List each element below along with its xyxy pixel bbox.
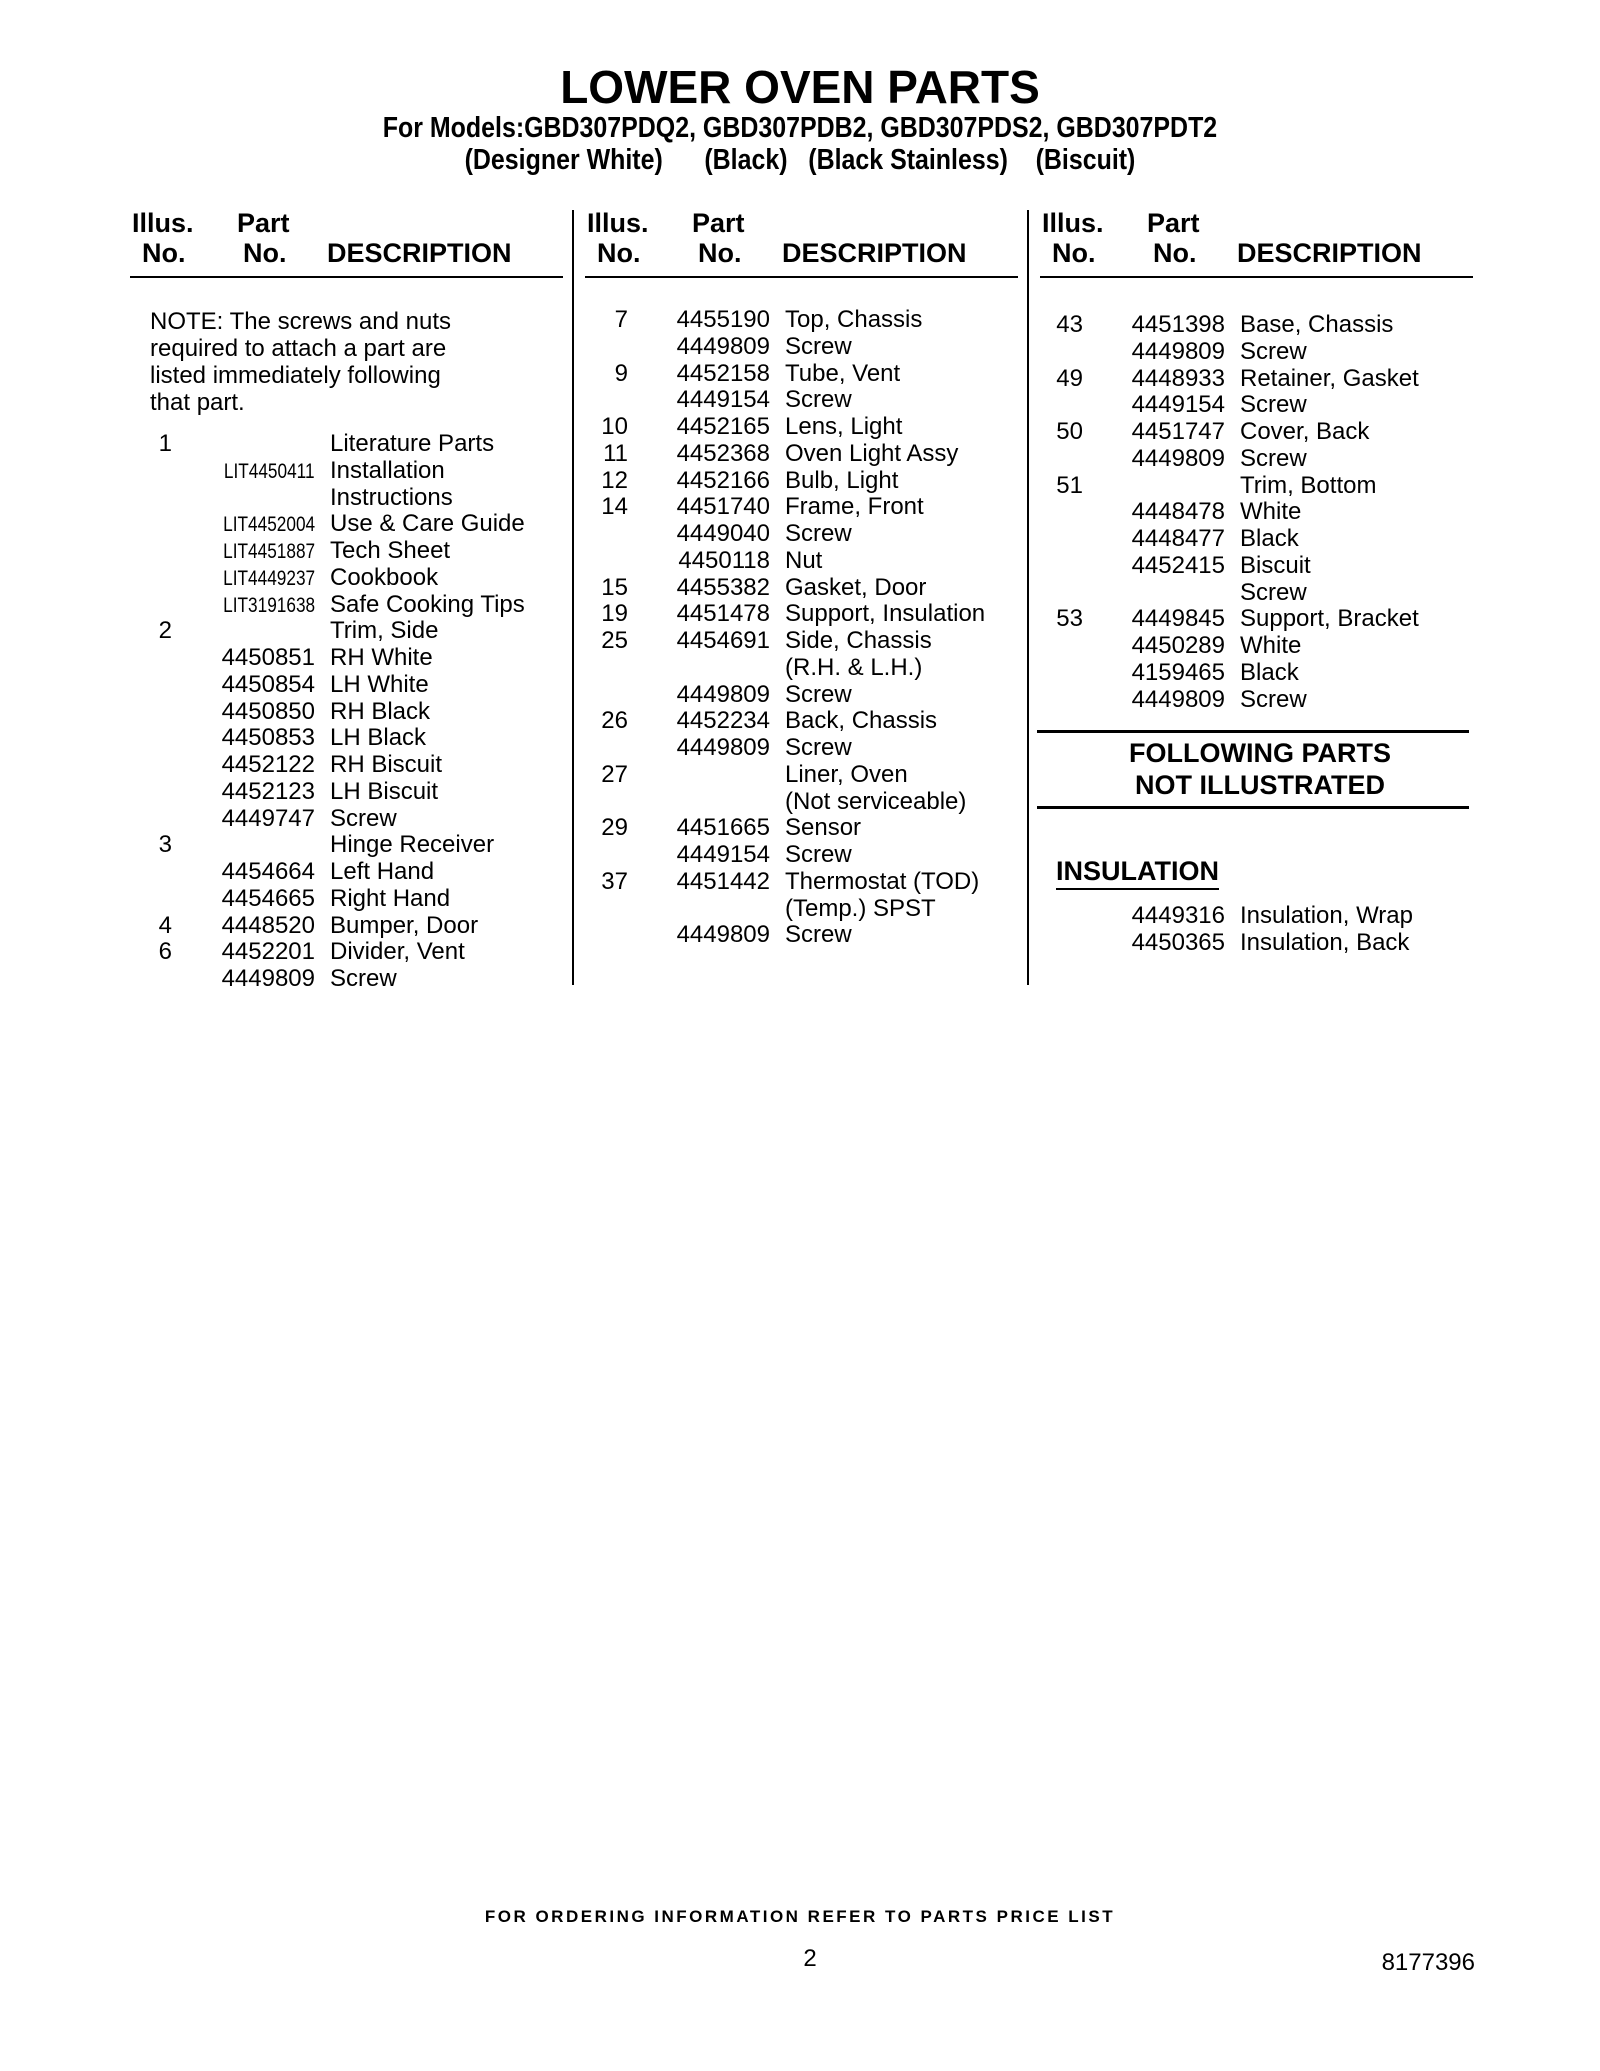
models-line: For Models:GBD307PDQ2, GBD307PDB2, GBD307PDS2, GBD307PDT2 bbox=[382, 112, 1218, 144]
part-description: Screw bbox=[1240, 578, 1307, 606]
part-number: 4452166 bbox=[676, 466, 770, 494]
part-description: Trim, Side bbox=[330, 617, 439, 645]
part-description: Nut bbox=[785, 546, 823, 574]
part-description: Insulation, Back bbox=[1240, 928, 1410, 956]
part-description: Right Hand bbox=[330, 884, 451, 912]
part-number: LIT4449237 bbox=[223, 566, 315, 590]
not-illustrated-heading: NOT ILLUSTRATED bbox=[1135, 770, 1385, 800]
illus-number: 6 bbox=[158, 938, 172, 966]
part-description: Gasket, Door bbox=[785, 573, 927, 601]
part-number: 4449845 bbox=[1131, 605, 1225, 633]
part-description: Black bbox=[1240, 525, 1299, 552]
part-number: 4448477 bbox=[1131, 525, 1225, 552]
part-description: Screw bbox=[1240, 391, 1307, 419]
part-number: 4449809 bbox=[221, 965, 315, 992]
illus-no-header: No. bbox=[597, 238, 641, 268]
part-number: 4448478 bbox=[1131, 498, 1225, 526]
part-number: 4452158 bbox=[676, 359, 770, 387]
description-header: DESCRIPTION bbox=[327, 238, 512, 268]
column-header-2 bbox=[585, 206, 1018, 278]
finishes-line: (Designer White) (Black) (Black Stainless) (Biscuit) bbox=[464, 144, 1136, 176]
part-number: 4450118 bbox=[678, 546, 770, 574]
part-no-header: No. bbox=[243, 238, 287, 268]
part-description: Top, Chassis bbox=[785, 306, 923, 333]
part-description: LH White bbox=[330, 670, 429, 698]
illus-number: 51 bbox=[1056, 471, 1083, 499]
illus-number: 29 bbox=[601, 814, 628, 842]
part-description: Base, Chassis bbox=[1240, 311, 1394, 338]
illus-number: 12 bbox=[601, 466, 628, 494]
illus-number: 3 bbox=[158, 831, 172, 859]
part-description: Trim, Bottom bbox=[1240, 471, 1377, 499]
part-description: Hinge Receiver bbox=[330, 831, 495, 859]
part-number: 4450854 bbox=[221, 670, 315, 698]
column-header-1 bbox=[130, 206, 563, 278]
illus-number: 43 bbox=[1056, 311, 1083, 338]
part-number: 4454665 bbox=[221, 884, 315, 912]
illus-number: 19 bbox=[601, 600, 628, 628]
part-header: Part bbox=[237, 208, 290, 238]
part-number: 4450365 bbox=[1131, 928, 1225, 956]
part-no-header: No. bbox=[698, 238, 742, 268]
part-number: 4455190 bbox=[676, 306, 770, 333]
part-description: (Temp.) SPST bbox=[785, 894, 936, 922]
divider-line bbox=[1037, 806, 1469, 809]
part-number: 4448933 bbox=[1131, 364, 1225, 392]
part-description: (R.H. & L.H.) bbox=[785, 653, 923, 681]
part-number: 4448520 bbox=[221, 911, 315, 939]
column-header-3 bbox=[1040, 206, 1473, 278]
part-number: 4452123 bbox=[221, 777, 315, 805]
part-number: 4449154 bbox=[676, 386, 770, 414]
illus-number: 50 bbox=[1056, 418, 1083, 445]
illus-number: 53 bbox=[1056, 605, 1083, 633]
note-text bbox=[150, 308, 490, 416]
illus-number: 25 bbox=[601, 627, 628, 654]
part-number: 4451398 bbox=[1131, 311, 1225, 338]
note-line: listed immediately following bbox=[150, 362, 441, 389]
part-number: 4449809 bbox=[676, 921, 770, 949]
part-description: (Not serviceable) bbox=[785, 787, 967, 815]
column-divider bbox=[1027, 210, 1029, 985]
part-number: 4159465 bbox=[1131, 658, 1225, 686]
part-number: 4454691 bbox=[676, 627, 770, 654]
illus-no-header: No. bbox=[1052, 238, 1096, 268]
illus-number: 49 bbox=[1056, 364, 1083, 392]
part-number: LIT3191638 bbox=[223, 593, 315, 617]
illus-number: 1 bbox=[158, 430, 172, 457]
part-number: 4452122 bbox=[221, 751, 315, 778]
page-number: 2 bbox=[803, 1945, 817, 1972]
part-description: Frame, Front bbox=[785, 493, 924, 521]
part-number: 4449747 bbox=[221, 804, 315, 832]
part-description: Use & Care Guide bbox=[330, 510, 525, 538]
part-description: Screw bbox=[785, 921, 852, 949]
part-description: Installation bbox=[330, 456, 445, 484]
part-description: Screw bbox=[1240, 444, 1307, 472]
part-description: Oven Light Assy bbox=[785, 439, 959, 467]
illus-number: 10 bbox=[601, 413, 628, 440]
illus-number: 27 bbox=[601, 760, 628, 788]
part-number: 4450853 bbox=[221, 724, 315, 752]
illus-header: Illus. bbox=[587, 208, 649, 238]
part-number: 4452201 bbox=[221, 938, 315, 966]
part-description: Safe Cooking Tips bbox=[330, 590, 525, 618]
part-description: Screw bbox=[785, 734, 852, 761]
part-number: 4455382 bbox=[676, 573, 770, 601]
part-number: 4451740 bbox=[676, 493, 770, 521]
part-description: RH White bbox=[330, 644, 433, 671]
part-description: Screw bbox=[1240, 685, 1307, 713]
part-description: Support, Insulation bbox=[785, 600, 986, 628]
part-description: RH Black bbox=[330, 697, 431, 725]
part-header: Part bbox=[692, 208, 745, 238]
part-number: 4450289 bbox=[1131, 632, 1225, 659]
part-description: Liner, Oven bbox=[785, 760, 908, 788]
document-number: 8177396 bbox=[1381, 1949, 1475, 1976]
part-number: 4452415 bbox=[1131, 551, 1225, 579]
illus-number: 14 bbox=[601, 493, 628, 521]
part-description: Back, Chassis bbox=[785, 707, 938, 735]
insulation-heading: INSULATION bbox=[1056, 856, 1219, 890]
part-number: 4451442 bbox=[676, 867, 770, 895]
part-description: Instructions bbox=[330, 483, 453, 511]
note-line: NOTE: The screws and nuts bbox=[150, 308, 452, 335]
part-description: Screw bbox=[785, 386, 852, 414]
part-description: Support, Bracket bbox=[1240, 605, 1419, 633]
ordering-footer: FOR ORDERING INFORMATION REFER TO PARTS PRICE LIST bbox=[484, 1907, 1116, 1926]
illus-number: 2 bbox=[158, 617, 172, 645]
illus-number: 26 bbox=[601, 707, 628, 735]
part-number: 4449809 bbox=[1131, 685, 1225, 713]
part-description: Bulb, Light bbox=[785, 466, 899, 494]
part-number: 4451478 bbox=[676, 600, 770, 628]
part-description: Screw bbox=[330, 804, 397, 832]
illus-number: 4 bbox=[158, 911, 172, 939]
description-header: DESCRIPTION bbox=[1237, 238, 1422, 268]
part-description: Bumper, Door bbox=[330, 911, 479, 939]
part-number: 4451665 bbox=[676, 814, 770, 842]
part-description: Cover, Back bbox=[1240, 418, 1370, 445]
part-number: 4449809 bbox=[676, 734, 770, 761]
part-description: Tube, Vent bbox=[785, 359, 901, 387]
part-number: 4449809 bbox=[676, 680, 770, 708]
part-description: Screw bbox=[785, 520, 852, 547]
part-number: 4449040 bbox=[676, 520, 770, 547]
part-description: Screw bbox=[330, 965, 397, 992]
part-description: Left Hand bbox=[330, 858, 435, 885]
part-description: Insulation, Wrap bbox=[1240, 902, 1413, 929]
part-description: RH Biscuit bbox=[330, 751, 443, 778]
part-number: 4452165 bbox=[676, 413, 770, 440]
description-header: DESCRIPTION bbox=[782, 238, 967, 268]
note-line: required to attach a part are bbox=[150, 335, 447, 362]
part-number: 4449316 bbox=[1131, 902, 1225, 929]
part-number: 4449154 bbox=[676, 841, 770, 868]
part-number: 4451747 bbox=[1131, 418, 1225, 445]
part-number: 4454664 bbox=[221, 858, 315, 885]
illus-number: 7 bbox=[614, 306, 628, 333]
part-number: 4449154 bbox=[1131, 391, 1225, 419]
note-line: that part. bbox=[150, 389, 245, 416]
part-description: Biscuit bbox=[1240, 551, 1311, 579]
page-title: LOWER OVEN PARTS bbox=[560, 61, 1040, 113]
part-number: 4452234 bbox=[676, 707, 770, 735]
part-description: White bbox=[1240, 498, 1302, 526]
part-number: 4449809 bbox=[676, 332, 770, 360]
part-description: Thermostat (TOD) bbox=[785, 867, 980, 895]
illus-header: Illus. bbox=[1042, 208, 1104, 238]
illus-no-header: No. bbox=[142, 238, 186, 268]
illus-header: Illus. bbox=[132, 208, 194, 238]
part-description: Cookbook bbox=[330, 563, 439, 591]
part-description: Tech Sheet bbox=[330, 537, 451, 564]
part-number: 4450851 bbox=[221, 644, 315, 671]
part-no-header: No. bbox=[1153, 238, 1197, 268]
not-illustrated-heading: FOLLOWING PARTS bbox=[1129, 738, 1391, 768]
part-number: LIT4452004 bbox=[223, 513, 315, 537]
column-divider bbox=[572, 210, 574, 985]
part-description: Sensor bbox=[785, 814, 862, 842]
part-description: Black bbox=[1240, 658, 1299, 686]
part-number: 4452368 bbox=[676, 439, 770, 467]
part-description: Lens, Light bbox=[785, 413, 903, 440]
part-header: Part bbox=[1147, 208, 1200, 238]
part-number: 4449809 bbox=[1131, 337, 1225, 365]
part-number: LIT4451887 bbox=[223, 540, 315, 563]
illus-number: 9 bbox=[614, 359, 628, 387]
part-description: Screw bbox=[1240, 337, 1307, 365]
illus-number: 15 bbox=[601, 573, 628, 601]
part-description: Retainer, Gasket bbox=[1240, 364, 1419, 392]
illus-number: 37 bbox=[601, 867, 628, 895]
part-description: Divider, Vent bbox=[330, 938, 465, 966]
illus-number: 11 bbox=[603, 439, 628, 467]
part-description: Screw bbox=[785, 680, 852, 708]
part-description: LH Black bbox=[330, 724, 427, 752]
part-description: LH Biscuit bbox=[330, 777, 439, 805]
part-description: White bbox=[1240, 632, 1302, 659]
part-description: Screw bbox=[785, 332, 852, 360]
part-description: Literature Parts bbox=[330, 430, 495, 457]
divider-line bbox=[1037, 730, 1469, 733]
part-number: LIT4450411 bbox=[224, 459, 315, 483]
part-description: Screw bbox=[785, 841, 852, 868]
part-description: Side, Chassis bbox=[785, 627, 932, 654]
part-number: 4450850 bbox=[221, 697, 315, 725]
part-number: 4449809 bbox=[1131, 444, 1225, 472]
